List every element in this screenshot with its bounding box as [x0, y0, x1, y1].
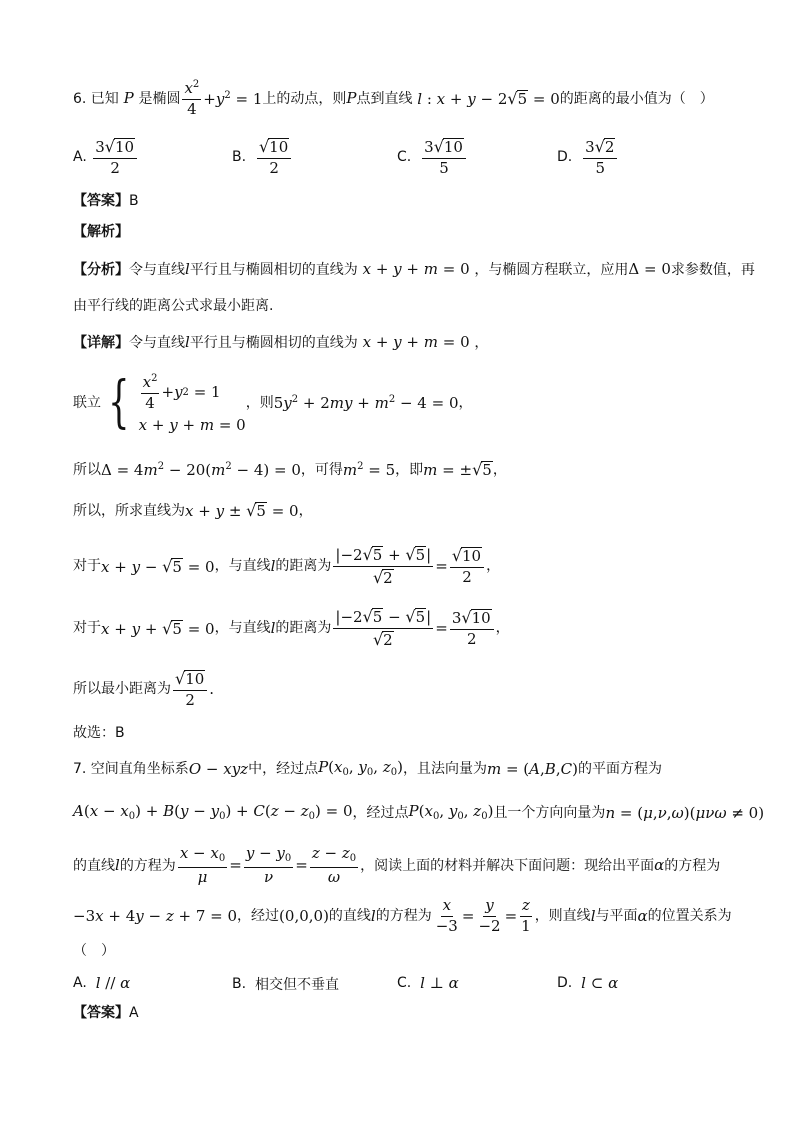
equation-system: { $\frac{x^2}{4}$ + y 2 = 1 x + y + m = 0 [108, 370, 246, 436]
q7-stem-line1: 7. 空间直角坐标系 O − xyz 中，经过点 $P(x_0$, $y_0$, $z_0$) ，且法向量为 m = (A,B,C) 的平面方程为 [73, 758, 662, 778]
q6-distance-1: 对于 x + y − √ 5 = 0 ，与直线 l 的距离为 |−2 √ 5 + √ 5 | √ 2 = √ 10 2 ， [73, 545, 501, 587]
q6-distance-2: 对于 x + y + √ 5 = 0 ，与直线 l 的距离为 |−2 √ 5 − √ 5 | √ 2 = 3 √ 10 2 ， [73, 607, 510, 649]
q6-answer: 【答案】 B [73, 193, 139, 209]
q6-fenxi-line2: 由平行线的距离公式求最小距离. [73, 298, 274, 314]
math-p: P [118, 89, 139, 108]
q6-analysis-heading: 【解析】 [73, 224, 129, 240]
q7-paren: （ ） [73, 943, 115, 959]
line-l-eq: l : x + y − 2 √ 5 = 0 [417, 89, 560, 109]
q6-min-distance: 所以最小距离为 √ 10 2 . [73, 669, 215, 709]
q6-prefix: 6. 已知 [73, 90, 119, 107]
q6-xiangjie: 【详解】 令与直线 l 平行且与椭圆相切的直线为 x + y + m = 0 ， [73, 333, 489, 351]
q7-stem-line4: −3x + 4y − z + 7 = 0 ，经过 (0,0,0) 的直线 l 的方程为 $\frac{x}{-3}$ = $\frac{y}{-2}$ = $\frac{z}{1}$ ，则直线 l 与平面 α 的位置关系为 [73, 896, 732, 935]
q6-option-d: D. 3 √ 2 5 [557, 138, 619, 177]
q6-delta: 所以 $\Delta = 4m^2 - 20(m^2 - 4) = 0$ ，可得 $m^2 = 5$ ，即 m = ± √ 5 ， [73, 460, 507, 479]
q6-fenxi: 【分析】 令与直线 l 平行且与椭圆相切的直线为 x + y + m = 0 ，与椭圆方程联立，应用 Δ = 0 求参数值，再 [73, 260, 755, 278]
q6-stem: 6. 已知 P 是椭圆 $\frac{x^2}{4}$ $+y^2 = 1$ 上的动点，则 P 点到直线 l : x + y − 2 √ 5 = 0 的距离的最小值为（ ） [73, 79, 714, 118]
ellipse-eq-tail: $+y^2 = 1$ [203, 89, 263, 108]
q6-system: 联立 { $\frac{x^2}{4}$ + y 2 = 1 x + y + m = 0 ，则 $5y^2 + 2my + m^2 - 4 = 0$ ， [73, 370, 473, 436]
q7-stem-line3: 的直线 l 的方程为 $\frac{x - x_0}{\mu}$ = $\frac{y - y_0}{\nu}$ = $\frac{z - z_0}{\omega}$ ，阅读上面的材料并解决下面问题：现给出平面 α 的方程为 [73, 844, 721, 886]
q6-choice: 故选：B [73, 725, 125, 741]
q6-option-c: C. 3 √ 10 5 [397, 138, 468, 177]
q7-answer: 【答案】 A [73, 1005, 139, 1021]
q7-option-c: C. l ⊥ α [397, 974, 459, 992]
q6-lines: 所以，所求直线为 x + y ± √ 5 = 0 ， [73, 501, 313, 520]
q6-option-a: A. 3 √ 10 2 [73, 138, 139, 177]
q7-option-d: D. l ⊂ α [557, 974, 619, 992]
q6-option-b: B. √ 10 2 [232, 138, 293, 177]
q7-stem-line2: $A(x - x_0) + B(y - y_0) + C(z - z_0) = 0$ ，经过点 $P(x_0$, $y_0$, $z_0$) 且一个方向向量为 n = (μ,ν,ω)(μνω ≠ 0) [73, 802, 765, 822]
q7-option-a: A. l // α [73, 974, 131, 992]
q7-option-b: B. 相交但不垂直 [232, 976, 339, 993]
ellipse-fraction: $\frac{x^2}{4}$ [184, 79, 200, 118]
